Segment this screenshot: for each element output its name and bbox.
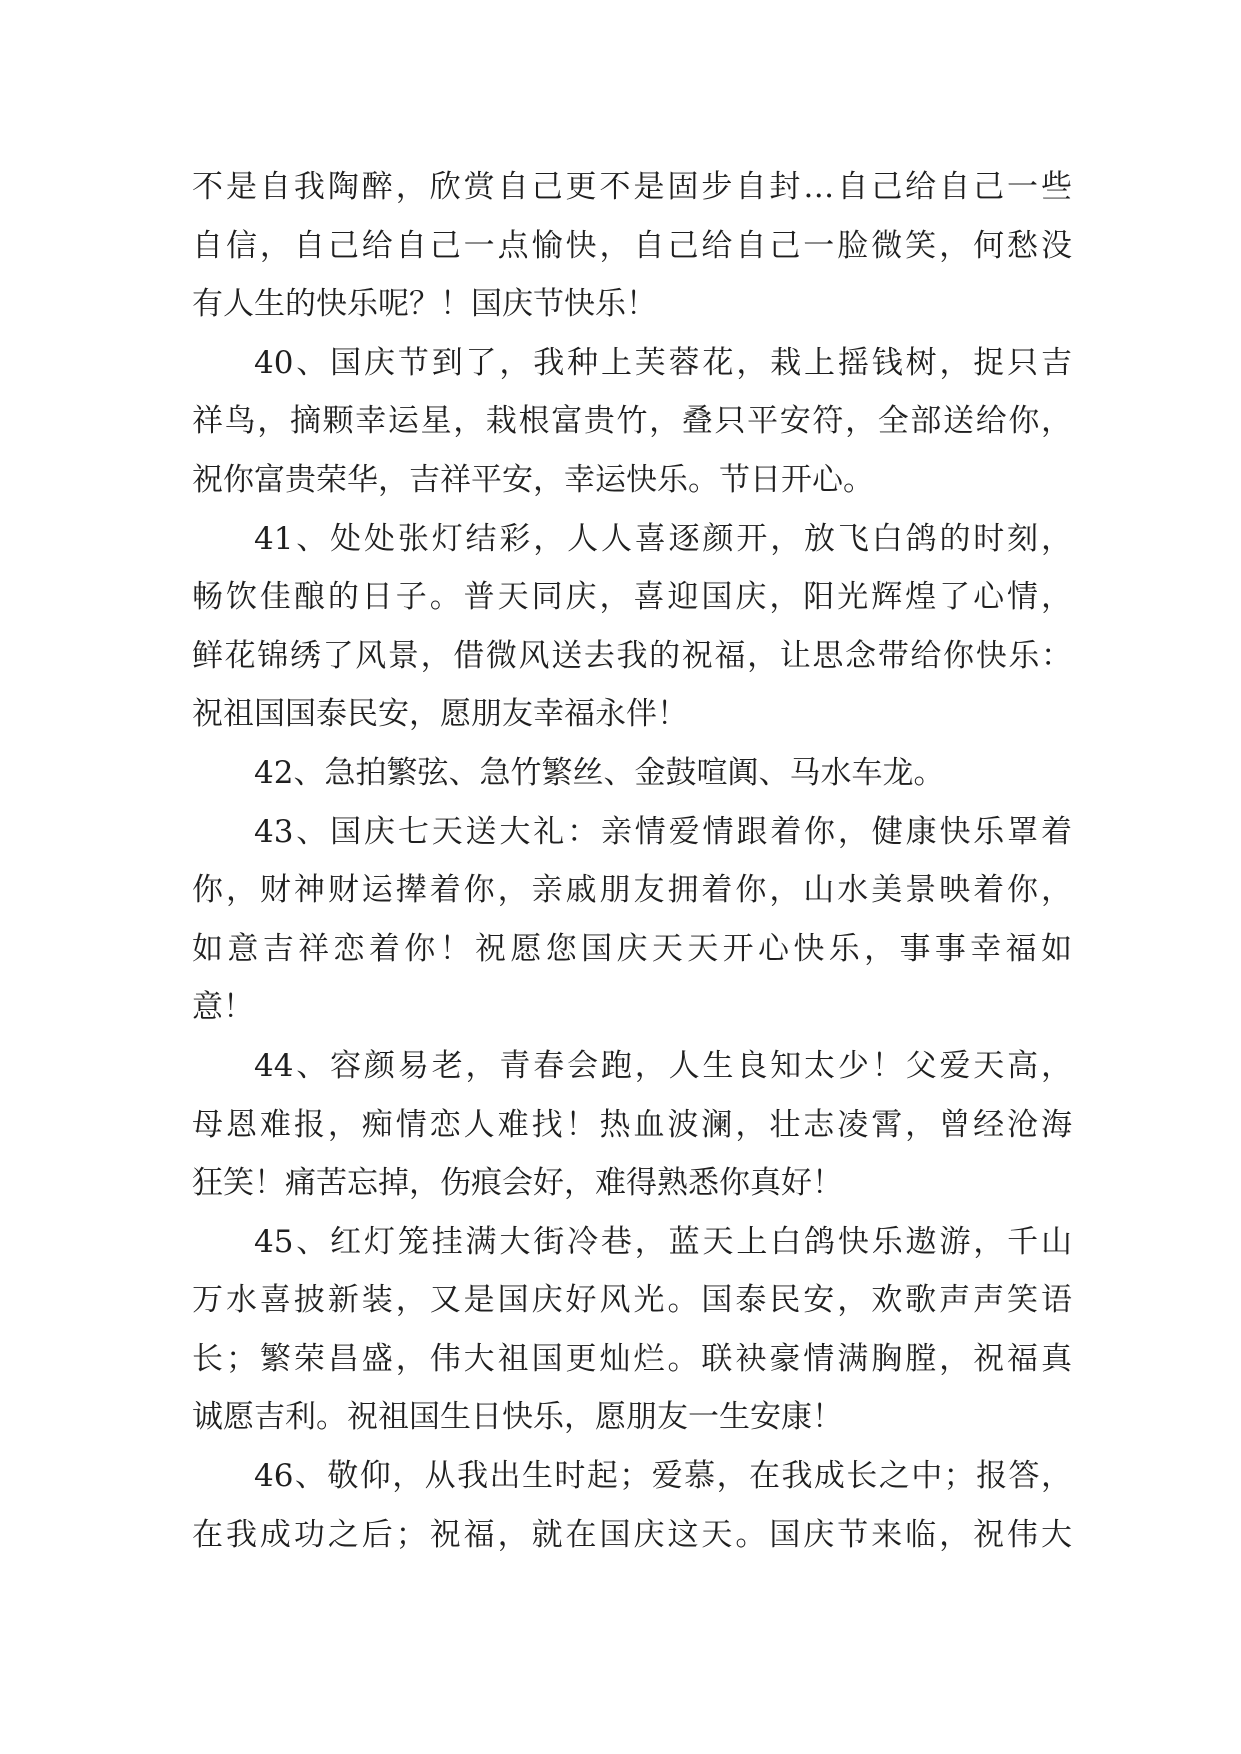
text-line: 意！	[192, 989, 254, 1026]
text-line: 母恩难报，痴情恋人难找！热血波澜，壮志凌霄，曾经沧海	[192, 1106, 1072, 1143]
text-line: 40、国庆节到了，我种上芙蓉花，栽上摇钱树，捉只吉	[254, 344, 1072, 381]
text-line: 祝祖国国泰民安，愿朋友幸福永伴！	[192, 696, 688, 733]
text-line: 你，财神财运撵着你，亲戚朋友拥着你，山水美景映着你，	[192, 872, 1072, 909]
text-line: 自信，自己给自己一点愉快，自己给自己一脸微笑，何愁没	[192, 227, 1072, 264]
text-line: 畅饮佳酿的日子。普天同庆，喜迎国庆，阳光辉煌了心情，	[192, 579, 1072, 616]
text-line: 狂笑！痛苦忘掉，伤痕会好，难得熟悉你真好！	[192, 1165, 843, 1202]
paragraph	[192, 334, 1072, 510]
text-line: 42、急拍繁弦、急竹繁丝、金鼓喧阗、马水车龙。	[254, 754, 945, 791]
text-line: 鲜花锦绣了风景，借微风送去我的祝福，让思念带给你快乐：	[192, 637, 1072, 674]
paragraph	[192, 510, 1072, 744]
paragraph	[192, 1447, 1072, 1564]
text-line: 不是自我陶醉，欣赏自己更不是固步自封…自己给自己一些	[192, 169, 1072, 205]
text-line: 45、红灯笼挂满大街冷巷，蓝天上白鸽快乐遨游，千山	[254, 1223, 1072, 1260]
text-line: 长；繁荣昌盛，伟大祖国更灿烂。联袂豪情满胸膛，祝福真	[192, 1340, 1072, 1377]
text-line: 万水喜披新装，又是国庆好风光。国泰民安，欢歌声声笑语	[192, 1282, 1072, 1319]
text-line: 46、敬仰，从我出生时起；爱慕，在我成长之中；报答，	[254, 1458, 1072, 1495]
text-line: 41、处处张灯结彩，人人喜逐颜开，放飞白鸽的时刻，	[254, 520, 1072, 557]
text-line: 诚愿吉利。祝祖国生日快乐，愿朋友一生安康！	[192, 1399, 843, 1436]
text-line: 祥鸟，摘颗幸运星，栽根富贵竹，叠只平安符，全部送给你，	[192, 403, 1072, 440]
text-line: 有人生的快乐呢？！国庆节快乐！	[192, 286, 657, 323]
paragraph	[192, 158, 1072, 334]
paragraph	[192, 803, 1072, 1037]
paragraph	[192, 1037, 1072, 1213]
document-page	[192, 158, 1072, 1564]
text-line: 祝你富贵荣华，吉祥平安，幸运快乐。节日开心。	[192, 461, 874, 498]
paragraph	[192, 744, 1072, 803]
text-line: 44、容颜易老，青春会跑，人生良知太少！父爱天高，	[254, 1047, 1072, 1084]
text-line: 43、国庆七天送大礼：亲情爱情跟着你，健康快乐罩着	[254, 813, 1072, 850]
text-line: 如意吉祥恋着你！祝愿您国庆天天开心快乐，事事幸福如	[192, 930, 1072, 967]
paragraph	[192, 1213, 1072, 1447]
text-line: 在我成功之后；祝福，就在国庆这天。国庆节来临，祝伟大	[192, 1516, 1072, 1553]
